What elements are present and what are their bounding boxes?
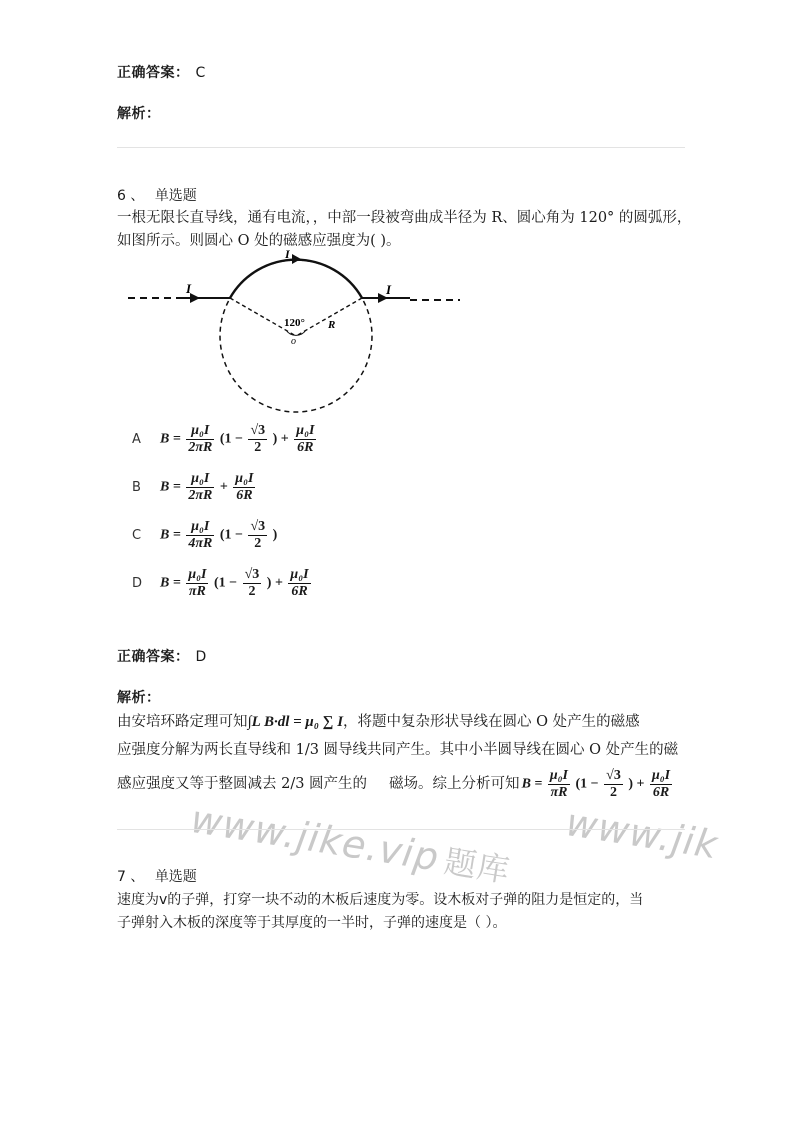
left-current-arrow-icon (190, 293, 200, 303)
q6-analysis-label: 解析： (117, 690, 161, 706)
question-text-line: 子弹射入木板的深度等于其厚度的一半时，子弹的速度是（ ）。 (117, 915, 507, 931)
question-6-header (117, 185, 197, 205)
radius-label: R (328, 319, 336, 331)
option-letter: C (132, 527, 142, 543)
option-letter: A (132, 431, 141, 447)
question-type: 单选题 (154, 188, 197, 204)
option-formula: B = $\frac{\text{μ₀I}}{2\pi R}$ + $\frac{\text{μ₀I}}{6R}$ (160, 470, 254, 503)
option-a[interactable] (132, 415, 432, 463)
question-number: 6 、 (117, 188, 145, 204)
option-letter: D (132, 575, 143, 591)
prev-answer-value: C (195, 65, 206, 81)
question-7-text (117, 889, 692, 935)
question-type: 单选题 (154, 869, 197, 885)
watermark: www.jik (563, 800, 722, 868)
divider (117, 829, 685, 830)
prev-answer-label: 正确答案： (117, 65, 190, 81)
ampere-formula: ∫L B·dl = μ₀ ∑ I (247, 714, 344, 730)
option-letter: B (132, 479, 141, 495)
option-b[interactable] (132, 463, 432, 511)
left-current-label: I (186, 281, 192, 296)
option-d[interactable] (132, 559, 432, 607)
question-6-text (117, 207, 707, 253)
center-label: o (291, 336, 296, 347)
prev-answer-row (117, 62, 206, 82)
q6-answer-label: 正确答案： (117, 649, 190, 665)
question-text-line: 一根无限长直导线，通有电流，，中部一段被弯曲成半径为 R、圆心角为 120° 的圆弧形， (117, 210, 692, 226)
options-list (132, 415, 432, 607)
option-formula: B = $\frac{\text{μ₀I}}{4\pi R}$ (1 − $\frac{√3}{2}$ ) (160, 518, 278, 551)
divider (117, 147, 685, 148)
question-7-header (117, 866, 197, 886)
question-number: 7 、 (117, 869, 145, 885)
solid-arc (230, 260, 362, 298)
analysis-line: 应强度分解为两长直导线和 1/3 圆导线共同产生。其中小半圆导线在圆心 O 处产生的磁 (117, 742, 679, 758)
arc-current-label: I (285, 248, 290, 261)
angle-arc (286, 330, 306, 335)
arc-current-arrow-icon (292, 254, 301, 264)
prev-analysis-label: 解析： (117, 106, 161, 122)
result-formula: B = $\frac{\text{μ₀I}}{\pi R}$ (1 − $\frac{√3}{2}$ ) + $\frac{\text{μ₀I}}{6R}$ (521, 767, 671, 800)
analysis-line: 由安培环路定理可知∫L B·dl = μ₀ ∑ I，将题中复杂形状导线在圆心 O 处产生的磁感 (117, 714, 640, 730)
q6-analysis-text (117, 711, 692, 801)
option-formula: B = $\frac{\text{μ₀I}}{\pi R}$ (1 − $\frac{√3}{2}$ ) + $\frac{\text{μ₀I}}{6R}$ (160, 566, 309, 599)
circuit-figure (120, 248, 470, 420)
right-current-label: I (386, 282, 392, 297)
question-text-line: 如图所示。则圆心 O 处的磁感应强度为( )。 (117, 233, 401, 249)
watermark: www.jike.vip题库 (187, 796, 513, 890)
q6-answer-row (117, 646, 207, 666)
analysis-line: 感应强度又等于整圆减去 2/3 圆产生的 磁场。综上分析可知 B = $\frac{\text{μ₀I}}{\pi R}$ (1 − $\frac{√3}{2}$ ) + $\frac{\text{μ₀I}}{6R}$ (117, 767, 692, 801)
option-c[interactable] (132, 511, 432, 559)
q6-answer-value: D (195, 649, 207, 665)
question-text-line: 速度为v的子弹，打穿一块不动的木板后速度为零。设木板对子弹的阻力是恒定的，当 (117, 892, 644, 908)
angle-label: 120° (284, 317, 305, 329)
option-formula: B = $\frac{\text{μ₀I}}{2\pi R}$ (1 − $\frac{√3}{2}$ ) + $\frac{\text{μ₀I}}{6R}$ (160, 422, 315, 455)
